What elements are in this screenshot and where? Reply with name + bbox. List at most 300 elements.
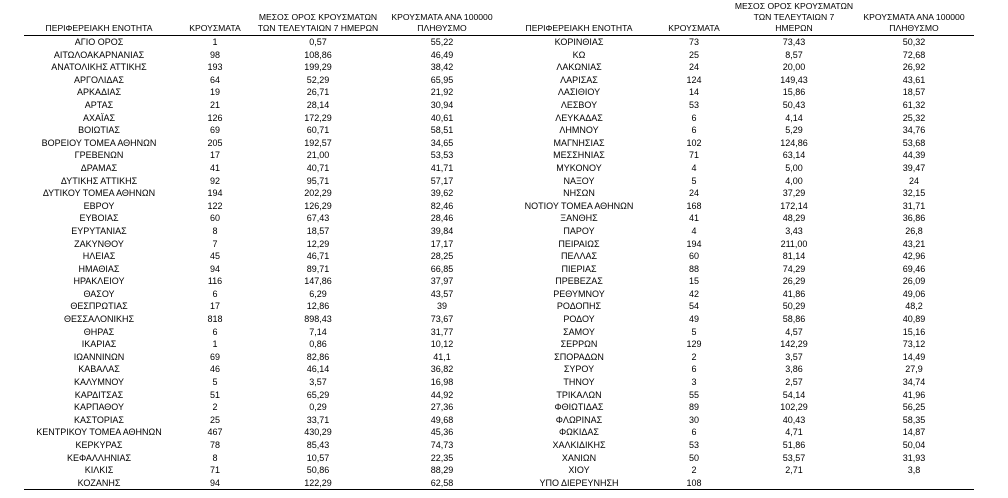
region-cell: ΒΟΙΩΤΙΑΣ	[78, 125, 120, 136]
avg7-cell: 124,86	[780, 137, 808, 148]
region-cell: ΠΕΙΡΑΙΩΣ	[558, 238, 600, 249]
avg7-cell: 12,29	[306, 238, 330, 249]
per100k-cell: 43,61	[902, 74, 926, 85]
cases-cell: 25	[209, 414, 220, 425]
table-row	[504, 426, 974, 439]
table-row	[504, 263, 974, 276]
avg7-cell: 41,86	[782, 288, 806, 299]
header-region: ΠΕΡΙΦΕΡΕΙΑΚΗ ΕΝΟΤΗΤΑ	[24, 0, 174, 36]
avg7-cell: 73,43	[782, 37, 806, 47]
avg7-cell: 21,00	[306, 150, 330, 161]
table-row	[504, 300, 974, 313]
table-row	[24, 452, 504, 465]
region-cell: ΦΛΩΡΙΝΑΣ	[555, 414, 603, 425]
per100k-cell: 74,73	[430, 440, 454, 450]
per100k-cell: 58,51	[430, 125, 454, 136]
region-cell: ΑΙΤΩΛΟΑΚΑΡΝΑΝΙΑΣ	[53, 49, 145, 60]
avg7-cell: 2,57	[785, 377, 803, 388]
table-row	[24, 99, 504, 112]
right-cases-table	[504, 0, 974, 490]
table-row	[24, 376, 504, 389]
table-row	[504, 376, 974, 389]
avg7-cell: 0,57	[309, 37, 327, 47]
table-row	[24, 414, 504, 427]
avg7-cell: 3,86	[785, 364, 803, 375]
cases-cell: 69	[209, 351, 220, 362]
table-row	[504, 99, 974, 112]
table-row	[504, 225, 974, 238]
region-cell: ΣΠΟΡΑΔΩΝ	[554, 351, 604, 362]
region-cell: ΑΝΑΤΟΛΙΚΗΣ ΑΤΤΙΚΗΣ	[51, 62, 147, 73]
avg7-cell: 149,43	[780, 74, 808, 85]
table-row	[504, 86, 974, 99]
table-row	[504, 313, 974, 326]
avg7-cell: 18,57	[306, 225, 330, 236]
left-table-body	[24, 36, 504, 490]
cases-cell: 49	[688, 314, 699, 325]
avg7-cell: 0,29	[309, 402, 327, 413]
per100k-cell: 66,85	[430, 263, 454, 274]
cases-cell: 89	[688, 402, 699, 413]
avg7-cell: 53,57	[782, 452, 806, 463]
per100k-cell: 49,68	[430, 414, 454, 425]
cases-cell: 98	[209, 49, 220, 60]
table-row	[504, 61, 974, 74]
region-cell: ΚΑΡΔΙΤΣΑΣ	[74, 389, 124, 400]
cases-cell: 73	[688, 37, 699, 47]
avg7-cell: 898,43	[304, 314, 332, 325]
avg7-cell: 5,29	[785, 125, 803, 136]
table-row	[504, 200, 974, 213]
cases-cell: 6	[691, 427, 697, 438]
per100k-cell: 72,68	[902, 49, 926, 60]
region-cell: ΝΟΤΙΟΥ ΤΟΜΕΑ ΑΘΗΝΩΝ	[524, 200, 634, 211]
table-row	[24, 49, 504, 62]
per100k-cell: 40,89	[902, 314, 926, 325]
avg7-cell: 74,29	[782, 263, 806, 274]
region-cell: ΑΧΑΪΑΣ	[82, 112, 116, 123]
cases-cell: 94	[209, 263, 220, 274]
avg7-cell: 50,43	[782, 99, 806, 110]
region-cell: ΔΥΤΙΚΟΥ ΤΟΜΕΑ ΑΘΗΝΩΝ	[42, 188, 156, 199]
table-row	[24, 477, 504, 490]
per100k-cell: 50,32	[902, 37, 926, 47]
avg7-cell: 0,86	[309, 339, 327, 350]
avg7-cell: 52,29	[306, 74, 330, 85]
cases-cell: 46	[209, 364, 220, 375]
cases-cell: 4	[691, 162, 697, 173]
region-cell: ΘΕΣΣΑΛΟΝΙΚΗΣ	[63, 314, 135, 325]
region-cell: ΦΘΙΩΤΙΔΑΣ	[554, 402, 604, 413]
region-cell: ΛΑΣΙΘΙΟΥ	[557, 87, 601, 98]
region-cell: ΑΡΤΑΣ	[84, 99, 114, 110]
avg7-cell: 50,86	[306, 465, 330, 476]
table-row	[24, 313, 504, 326]
avg7-cell: 63,14	[782, 150, 806, 161]
table-row	[24, 225, 504, 238]
table-row	[504, 326, 974, 339]
right-table-body	[504, 36, 974, 490]
per100k-cell: 3,8	[907, 465, 921, 476]
per100k-cell: 15,16	[902, 326, 926, 337]
cases-cell: 17	[209, 301, 220, 312]
region-cell: ΛΑΚΩΝΙΑΣ	[556, 62, 602, 73]
cases-cell: 17	[209, 150, 220, 161]
avg7-cell: 26,71	[306, 87, 330, 98]
region-cell: ΛΗΜΝΟΥ	[559, 125, 599, 136]
avg7-cell: 26,29	[782, 276, 806, 287]
avg7-cell: 46,14	[306, 364, 330, 375]
avg7-cell: 33,71	[306, 414, 330, 425]
cases-cell: 168	[686, 200, 702, 211]
region-cell: ΚΟΖΑΝΗΣ	[24, 477, 174, 490]
region-cell: ΣΥΡΟΥ	[563, 364, 595, 375]
cases-cell: 60	[209, 213, 220, 224]
table-row	[24, 338, 504, 351]
region-cell: ΕΥΡΥΤΑΝΙΑΣ	[71, 225, 127, 236]
per100k-cell: 41,96	[902, 389, 926, 400]
cases-cell: 6	[212, 326, 218, 337]
region-cell: ΑΓΙΟ ΟΡΟΣ	[74, 37, 124, 47]
region-cell: ΚΩ	[572, 49, 586, 60]
region-cell: ΜΥΚΟΝΟΥ	[556, 162, 602, 173]
cases-cell: 42	[688, 288, 699, 299]
table-row	[504, 389, 974, 402]
table-row	[504, 162, 974, 175]
region-cell: ΚΕΡΚΥΡΑΣ	[75, 440, 123, 450]
cases-cell: 14	[688, 87, 699, 98]
region-cell: ΙΚΑΡΙΑΣ	[81, 339, 117, 350]
region-cell: ΗΡΑΚΛΕΙΟΥ	[73, 276, 125, 287]
header-cases: ΚΡΟΥΣΜΑΤΑ	[654, 0, 734, 36]
per100k-cell: 26,09	[902, 276, 926, 287]
per100k-cell: 16,98	[430, 377, 454, 388]
avg7-cell: 142,29	[780, 339, 808, 350]
region-cell: ΒΟΡΕΙΟΥ ΤΟΜΕΑ ΑΘΗΝΩΝ	[41, 137, 157, 148]
table-row	[504, 250, 974, 263]
table-row	[504, 238, 974, 251]
table-row	[504, 74, 974, 87]
per100k-cell: 44,92	[430, 389, 454, 400]
table-row	[24, 112, 504, 125]
avg7-cell: 3,57	[785, 351, 803, 362]
cases-cell: 60	[688, 251, 699, 262]
table-row	[24, 363, 504, 376]
table-row	[504, 212, 974, 225]
cases-cell: 24	[688, 188, 699, 199]
avg7-cell: 12,86	[306, 301, 330, 312]
region-cell: ΙΩΑΝΝΙΝΩΝ	[73, 351, 125, 362]
region-cell: ΡΕΘΥΜΝΟΥ	[553, 288, 605, 299]
table-row	[504, 338, 974, 351]
per100k-cell: 26,92	[902, 62, 926, 73]
avg7-cell: 81,14	[782, 251, 806, 262]
region-cell: ΖΑΚΥΝΘΟΥ	[74, 238, 124, 249]
avg7-cell: 58,86	[782, 314, 806, 325]
header-per100k: ΚΡΟΥΣΜΑΤΑ ΑΝΑ 100000 ΠΛΗΘΥΣΜΟ	[380, 0, 504, 36]
cases-cell: 205	[207, 137, 223, 148]
cases-cell: 45	[209, 251, 220, 262]
table-row	[24, 238, 504, 251]
cases-cell: 92	[209, 175, 220, 186]
avg7-cell: 202,29	[304, 188, 332, 199]
avg7-cell: 54,14	[782, 389, 806, 400]
table-row	[504, 112, 974, 125]
avg7-cell: 40,71	[306, 162, 330, 173]
table-row	[24, 187, 504, 200]
table-row	[504, 401, 974, 414]
avg7-cell: 4,57	[785, 326, 803, 337]
table-row	[24, 137, 504, 150]
cases-cell: 1	[212, 339, 218, 350]
avg7-cell: 85,43	[306, 440, 330, 450]
table-row	[24, 426, 504, 439]
table-row	[24, 401, 504, 414]
cases-cell: 122	[207, 200, 223, 211]
region-cell: ΥΠΟ ΔΙΕΡΕΥΝΗΣΗ	[504, 477, 654, 490]
cases-cell: 2	[212, 402, 218, 413]
avg7-cell: 211,00	[780, 238, 808, 249]
cases-cell: 54	[688, 301, 699, 312]
region-cell: ΘΕΣΠΡΩΤΙΑΣ	[70, 301, 128, 312]
cases-cell: 71	[688, 150, 699, 161]
avg7-cell: 28,14	[306, 99, 330, 110]
avg7-cell: 48,29	[782, 213, 806, 224]
cases-cell: 126	[207, 112, 223, 123]
avg7-cell: 5,00	[785, 162, 803, 173]
region-cell: ΝΗΣΩΝ	[563, 188, 595, 199]
region-cell: ΠΡΕΒΕΖΑΣ	[555, 276, 603, 287]
cases-cell: 25	[688, 49, 699, 60]
table-row	[504, 137, 974, 150]
avg7-cell: 40,43	[782, 414, 806, 425]
per100k-cell: 34,74	[902, 377, 926, 388]
table-row	[24, 74, 504, 87]
left-header-row	[24, 0, 504, 36]
cases-cell: 1	[212, 37, 218, 47]
avg7-cell: 108,86	[304, 49, 332, 60]
per100k-cell: 45,36	[430, 427, 454, 438]
table-row	[24, 263, 504, 276]
table-row	[504, 439, 974, 452]
cases-cell: 193	[207, 62, 223, 73]
left-cases-table	[24, 0, 504, 490]
region-cell: ΘΗΡΑΣ	[83, 326, 115, 337]
table-row	[504, 149, 974, 162]
avg7-cell: 4,00	[785, 175, 803, 186]
per100k-cell: 73,12	[902, 339, 926, 350]
region-cell: ΚΕΦΑΛΛΗΝΙΑΣ	[66, 452, 132, 463]
avg7-cell: 147,86	[304, 276, 332, 287]
per100k-cell: 39,62	[430, 188, 454, 199]
region-cell: ΤΗΝΟΥ	[563, 377, 595, 388]
per100k-cell: 50,04	[902, 440, 926, 450]
table-row	[504, 477, 974, 490]
avg7-cell: 50,29	[782, 301, 806, 312]
cases-cell: 19	[209, 87, 220, 98]
table-row	[504, 175, 974, 188]
table-row	[504, 351, 974, 364]
table-row	[24, 464, 504, 477]
per100k-cell: 82,46	[430, 200, 454, 211]
avg7-cell: 67,43	[306, 213, 330, 224]
avg7-cell: 192,57	[304, 137, 332, 148]
per100k-cell: 43,57	[430, 288, 454, 299]
table-row	[24, 300, 504, 313]
avg7-cell	[734, 477, 854, 490]
header-region: ΠΕΡΙΦΕΡΕΙΑΚΗ ΕΝΟΤΗΤΑ	[504, 0, 654, 36]
cases-cell: 5	[212, 377, 218, 388]
per100k-cell: 39,84	[430, 225, 454, 236]
table-row	[504, 464, 974, 477]
cases-cell: 467	[207, 427, 223, 438]
per100k-cell: 36,82	[430, 364, 454, 375]
region-cell: ΗΛΕΙΑΣ	[82, 251, 116, 262]
header-per100k: ΚΡΟΥΣΜΑΤΑ ΑΝΑ 100000 ΠΛΗΘΥΣΜΟ	[854, 0, 974, 36]
cases-cell: 53	[688, 99, 699, 110]
avg7-cell: 15,86	[782, 87, 806, 98]
region-cell: ΕΒΡΟΥ	[83, 200, 115, 211]
region-cell: ΠΙΕΡΙΑΣ	[561, 263, 597, 274]
region-cell: ΝΑΞΟΥ	[563, 175, 595, 186]
per100k-cell: 49,06	[902, 288, 926, 299]
per100k-cell: 10,12	[430, 339, 454, 350]
table-row	[24, 162, 504, 175]
table-row	[504, 187, 974, 200]
region-cell: ΠΑΡΟΥ	[563, 225, 595, 236]
per100k-cell: 42,96	[902, 251, 926, 262]
region-cell: ΛΕΥΚΑΔΑΣ	[555, 112, 603, 123]
per100k-cell: 55,22	[430, 37, 454, 47]
per100k-cell: 53,53	[430, 150, 454, 161]
per100k-cell: 39,47	[902, 162, 926, 173]
table-row	[24, 439, 504, 452]
per100k-cell: 65,95	[430, 74, 454, 85]
avg7-cell: 199,29	[304, 62, 332, 73]
table-row	[504, 414, 974, 427]
avg7-cell: 82,86	[306, 351, 330, 362]
table-row	[24, 61, 504, 74]
cases-cell: 64	[209, 74, 220, 85]
region-cell: ΓΡΕΒΕΝΩΝ	[74, 150, 124, 161]
cases-cell: 6	[691, 112, 697, 123]
header-cases: ΚΡΟΥΣΜΑΤΑ	[174, 0, 256, 36]
region-cell: ΧΑΝΙΩΝ	[561, 452, 597, 463]
avg7-cell: 89,71	[306, 263, 330, 274]
cases-cell: 88	[688, 263, 699, 274]
cases-cell: 194	[686, 238, 702, 249]
per100k-cell: 37,97	[430, 276, 454, 287]
cases-cell: 55	[688, 389, 699, 400]
cases-cell: 50	[688, 452, 699, 463]
region-cell: ΔΥΤΙΚΗΣ ΑΤΤΙΚΗΣ	[60, 175, 138, 186]
per100k-cell: 31,77	[430, 326, 454, 337]
cases-cell: 116	[207, 276, 223, 287]
per100k-cell: 88,29	[430, 465, 454, 476]
per100k-cell: 56,25	[902, 402, 926, 413]
cases-cell: 8	[212, 452, 218, 463]
cases-cell: 5	[691, 175, 697, 186]
avg7-cell: 8,57	[785, 49, 803, 60]
table-row	[504, 124, 974, 137]
table-row	[24, 275, 504, 288]
cases-cell: 41	[209, 162, 220, 173]
cases-cell: 2	[691, 351, 697, 362]
per100k-cell: 22,35	[430, 452, 454, 463]
per100k-cell: 43,21	[902, 238, 926, 249]
per100k-cell: 41,1	[433, 351, 451, 362]
region-cell: ΧΙΟΥ	[568, 465, 590, 476]
per100k-cell: 25,32	[902, 112, 926, 123]
table-row	[24, 86, 504, 99]
cases-cell: 5	[691, 326, 697, 337]
cases-cell: 51	[209, 389, 220, 400]
avg7-cell: 95,71	[306, 175, 330, 186]
region-cell: ΚΟΡΙΝΘΙΑΣ	[554, 37, 604, 47]
avg7-cell: 172,14	[780, 200, 808, 211]
cases-cell: 124	[686, 74, 702, 85]
region-cell: ΠΕΛΛΑΣ	[560, 251, 598, 262]
region-cell: ΚΙΛΚΙΣ	[84, 465, 114, 476]
cases-cell: 21	[209, 99, 220, 110]
avg7-cell: 430,29	[304, 427, 332, 438]
per100k-cell: 39	[436, 301, 447, 312]
region-cell: ΜΕΣΣΗΝΙΑΣ	[553, 150, 605, 161]
table-row	[504, 288, 974, 301]
cases-cell: 53	[688, 440, 699, 450]
table-row	[24, 36, 504, 49]
avg7-cell: 4,71	[785, 427, 803, 438]
per100k-cell: 69,46	[902, 263, 926, 274]
avg7-cell: 60,71	[306, 125, 330, 136]
avg7-cell: 51,86	[782, 440, 806, 450]
table-row	[24, 175, 504, 188]
per100k-cell: 28,46	[430, 213, 454, 224]
avg7-cell: 3,43	[785, 225, 803, 236]
region-cell: ΡΟΔΟΥ	[563, 314, 595, 325]
region-cell: ΚΑΒΑΛΑΣ	[78, 364, 120, 375]
avg7-cell: 20,00	[782, 62, 806, 73]
cases-cell: 41	[688, 213, 699, 224]
per100k-cell: 53,68	[902, 137, 926, 148]
table-row	[24, 389, 504, 402]
region-cell: ΧΑΛΚΙΔΙΚΗΣ	[552, 440, 606, 450]
table-row	[24, 200, 504, 213]
per100k-cell: 58,35	[902, 414, 926, 425]
region-cell: ΑΡΚΑΔΙΑΣ	[76, 87, 122, 98]
table-row	[24, 212, 504, 225]
table-row	[504, 49, 974, 62]
per100k-cell: 24	[908, 175, 919, 186]
cases-cell: 24	[688, 62, 699, 73]
per100k-cell: 14,87	[902, 427, 926, 438]
per100k-cell: 28,25	[430, 251, 454, 262]
header-avg7: ΜΕΣΟΣ ΟΡΟΣ ΚΡΟΥΣΜΑΤΩΝ ΤΩΝ ΤΕΛΕΥΤΑΙΩΝ 7 ΗΜΕΡΩΝ	[256, 0, 380, 36]
per100k-cell: 73,67	[430, 314, 454, 325]
avg7-cell: 126,29	[304, 200, 332, 211]
per100k-cell: 26,8	[905, 225, 923, 236]
cases-cell: 194	[207, 188, 223, 199]
per100k-cell: 62,58	[380, 477, 504, 490]
table-row	[24, 351, 504, 364]
cases-cell: 8	[212, 225, 218, 236]
region-cell: ΛΑΡΙΣΑΣ	[560, 74, 598, 85]
per100k-cell: 30,94	[430, 99, 454, 110]
per100k-cell: 32,15	[902, 188, 926, 199]
cases-cell: 3	[691, 377, 697, 388]
cases-cell: 6	[212, 288, 218, 299]
table-row	[504, 452, 974, 465]
